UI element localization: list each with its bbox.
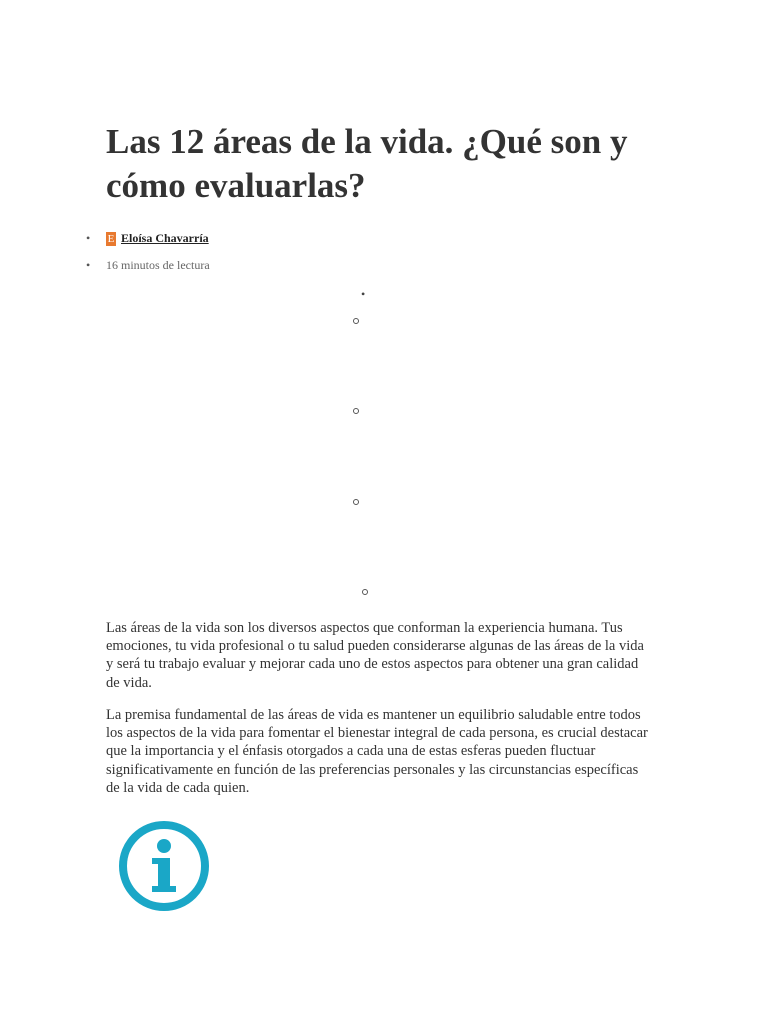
article-paragraph: La premisa fundamental de las áreas de vida es mantener un equilibrio saludable entre todos los aspectos de la vida para fomentar el bienestar integral de cada persona, es crucial destacar que la importancia y el énfasis otorgados a cada una de estas esferas pueden fluctuar significativamente en función de las preferencias personales y las circunstancias específicas de la vida de cada quien. bbox=[106, 707, 648, 796]
list-bullet: • bbox=[86, 231, 91, 245]
empty-sublist-bullet bbox=[353, 499, 359, 505]
author-avatar: E bbox=[107, 233, 115, 246]
empty-sublist-bullet bbox=[362, 589, 368, 595]
author-item bbox=[86, 230, 210, 246]
article-paragraph: Las áreas de la vida son los diversos aspectos que conforman la experiencia humana. Tus emociones, tu vida profesional o tu salud pueden considerarse algunas de las áreas de la vida y será tu trabajo evaluar y mejorar cada uno de estos aspectos para obtener una gran calidad de vida. bbox=[106, 620, 644, 691]
article-meta bbox=[86, 230, 210, 273]
article-title: Las 12 áreas de la vida. ¿Qué son y cómo evaluarlas? bbox=[106, 122, 628, 205]
author-link[interactable]: Eloísa Chavarría bbox=[121, 231, 209, 245]
read-time: 16 minutos de lectura bbox=[106, 258, 210, 272]
info-icon bbox=[118, 820, 210, 912]
list-bullet: • bbox=[86, 258, 91, 272]
empty-sublist-bullet bbox=[353, 408, 359, 414]
empty-list-bullet: • bbox=[361, 287, 366, 301]
empty-sublist-bullet bbox=[353, 318, 359, 324]
read-time-item bbox=[86, 257, 210, 273]
